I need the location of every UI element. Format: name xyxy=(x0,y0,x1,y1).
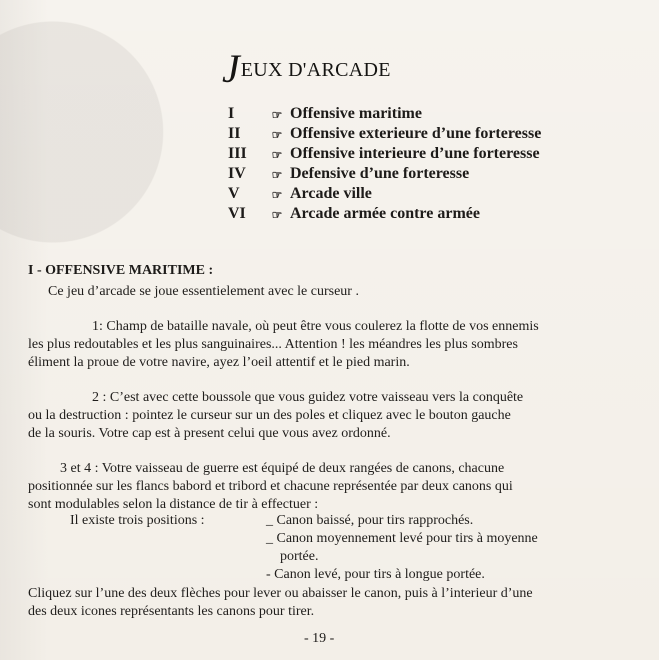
paragraph-1 xyxy=(28,318,539,372)
toc-item-label: Arcade armée contre armée xyxy=(290,205,480,222)
paragraph-2 xyxy=(28,389,523,443)
toc-roman-numeral: III xyxy=(228,145,247,162)
position-option-continuation: portée. xyxy=(280,549,319,564)
pointing-hand-icon: ☞ xyxy=(271,168,283,182)
pointing-hand-icon: ☞ xyxy=(271,188,283,202)
intro-line: Ce jeu d’arcade se joue essentielement avec le curseur . xyxy=(48,284,359,299)
paragraph-3-line-1: 3 et 4 : Votre vaisseau de guerre est équipé de deux rangées de canons, chacune xyxy=(60,461,505,476)
paragraph-2-line-2: ou la destruction : pointez le curseur sur un des poles et cliquez avec le bouton gauche xyxy=(28,408,511,423)
toc-roman-numeral: II xyxy=(228,125,241,142)
toc-item-label: Offensive maritime xyxy=(290,105,422,122)
toc-item-label: Offensive exterieure d’une forteresse xyxy=(290,125,542,142)
pointing-hand-icon: ☞ xyxy=(271,208,283,222)
toc-item-label: Arcade ville xyxy=(290,185,372,202)
paragraph-4 xyxy=(28,585,533,621)
toc-item-label: Defensive d’une forteresse xyxy=(290,165,470,182)
paragraph-2-line-1: 2 : C’est avec cette boussole que vous guidez votre vaisseau vers la conquête xyxy=(92,390,524,405)
paragraph-3-line-3: sont modulables selon la distance de tir à effectuer : xyxy=(28,497,319,512)
page-number: - 19 - xyxy=(304,631,335,646)
section-heading: I - OFFENSIVE MARITIME : xyxy=(28,263,214,278)
toc-item xyxy=(228,104,623,124)
position-option: - Canon levé, pour tirs à longue portée. xyxy=(266,567,485,582)
toc-roman-numeral: I xyxy=(228,105,235,122)
toc-item xyxy=(228,164,623,184)
toc-roman-numeral: VI xyxy=(228,205,246,222)
paragraph-3 xyxy=(28,460,513,514)
toc-item xyxy=(228,204,623,224)
page-title xyxy=(222,43,391,91)
toc-item xyxy=(228,144,623,164)
paragraph-4-line-2: des deux icones représentants les canons pour tirer. xyxy=(28,604,315,619)
paragraph-1-line-3: éliment la proue de votre navire, ayez l’oeil attentif et le pied marin. xyxy=(28,355,410,370)
cannon-positions xyxy=(70,512,630,580)
paragraph-4-line-1: Cliquez sur l’une des deux flèches pour lever ou abaisser le canon, puis à l’interieur d’une xyxy=(28,586,533,601)
toc-item-label: Offensive interieure d’une forteresse xyxy=(290,145,540,162)
title-text: EUX D'ARCADE xyxy=(240,59,391,81)
pointing-hand-icon: ☞ xyxy=(271,128,283,142)
title-initial: J xyxy=(222,46,240,91)
toc-roman-numeral: V xyxy=(228,185,240,202)
paragraph-1-line-1: 1: Champ de bataille navale, où peut être vous coulerez la flotte de vos ennemis xyxy=(92,319,539,334)
position-option: _ Canon baissé, pour tirs rapprochés. xyxy=(266,513,474,528)
position-option: _ Canon moyennement levé pour tirs à moyenne xyxy=(266,531,538,546)
intro-paragraph xyxy=(48,283,359,301)
pointing-hand-icon: ☞ xyxy=(271,148,283,162)
table-of-contents xyxy=(228,104,623,224)
paragraph-1-line-2: les plus redoutables et les plus sanguinaires... Attention ! les méandres les plus sombres xyxy=(28,337,518,352)
toc-item xyxy=(228,184,623,204)
paragraph-3-line-2: positionnée sur les flancs babord et tribord et chacune représentée par deux canons qui xyxy=(28,479,513,494)
paragraph-2-line-3: de la souris. Votre cap est à present celui que vous avez ordonné. xyxy=(28,426,391,441)
positions-label: Il existe trois positions : xyxy=(70,513,205,528)
toc-item xyxy=(228,124,623,144)
toc-roman-numeral: IV xyxy=(228,165,246,182)
pointing-hand-icon: ☞ xyxy=(271,108,283,122)
